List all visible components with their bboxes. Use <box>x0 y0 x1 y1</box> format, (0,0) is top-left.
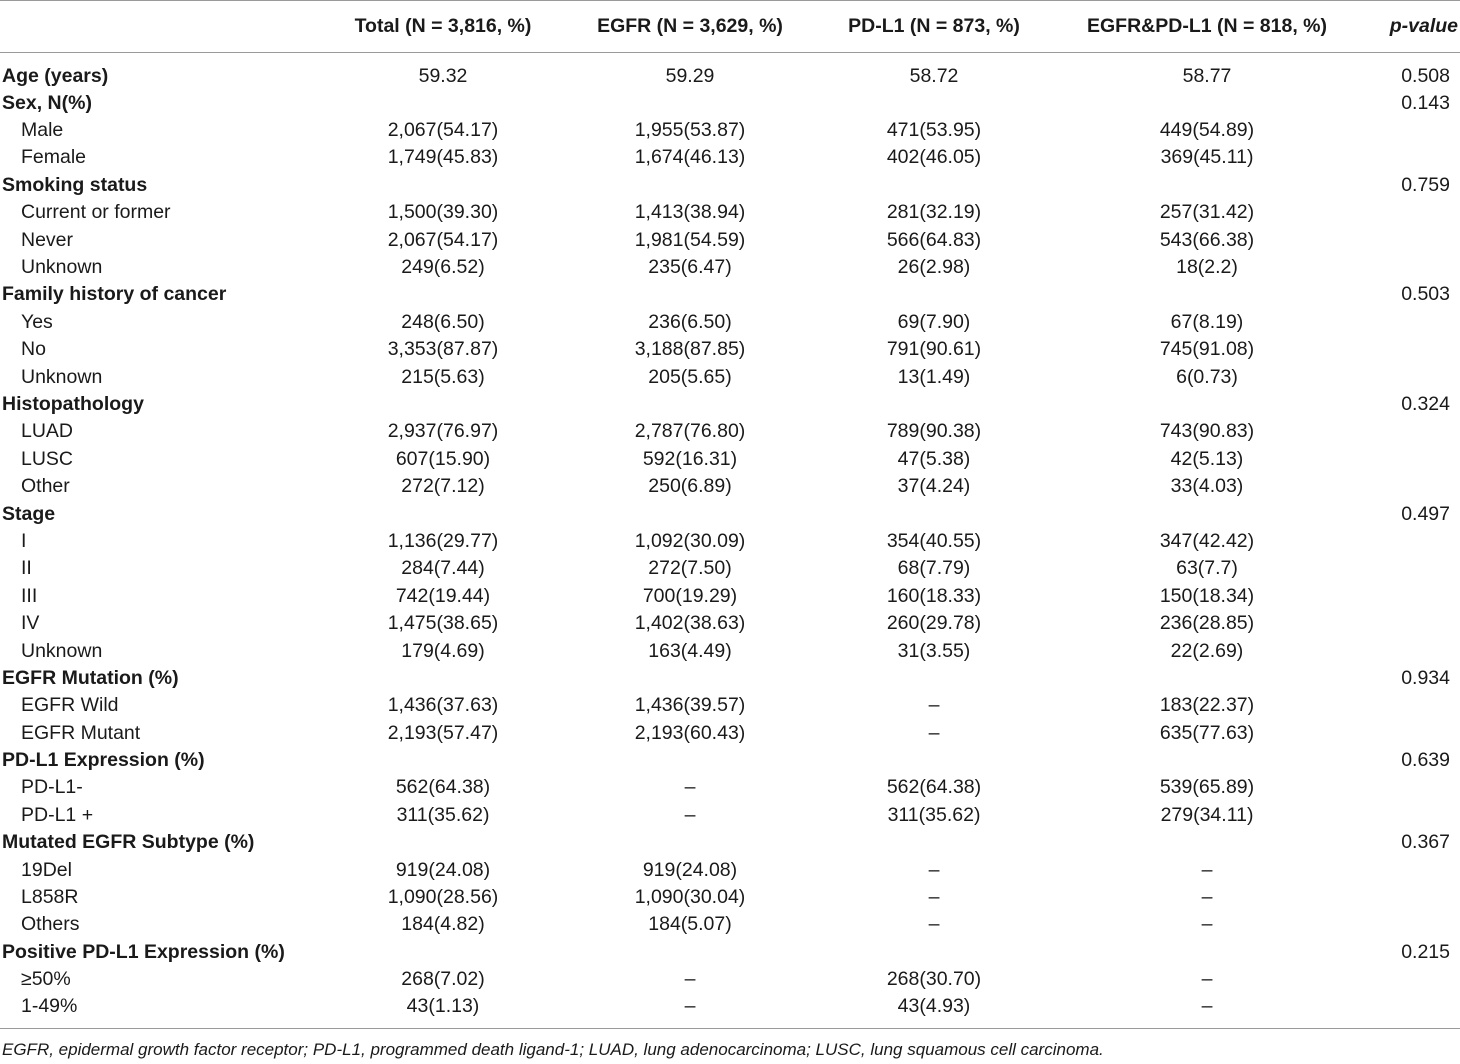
category-row <box>0 665 1460 692</box>
cell-pd-l1: – <box>928 886 940 909</box>
cell-egfr-pd-l1: – <box>1056 993 1358 1028</box>
cell-egfr: 1,674(46.13) <box>634 146 746 169</box>
cell-egfr <box>568 665 812 692</box>
cell-egfr: 1,955(53.87) <box>634 119 746 142</box>
cell-p-value: 0.934 <box>1401 666 1450 689</box>
cell-p-value: 0.503 <box>1401 283 1450 306</box>
cell-p-value <box>1358 884 1460 911</box>
cell-variable: Unknown <box>21 639 103 662</box>
cell-egfr <box>568 281 812 308</box>
cell-total <box>318 90 568 117</box>
category-row <box>0 391 1460 418</box>
cell-egfr: 3,188(87.85) <box>634 338 746 361</box>
cell-pd-l1 <box>812 500 1056 527</box>
cell-p-value: 0.508 <box>1401 64 1450 87</box>
cell-total <box>318 747 568 774</box>
category-row <box>0 829 1460 856</box>
cell-egfr: 250(6.89) <box>648 475 732 498</box>
cell-total: 2,193(57.47) <box>387 721 499 744</box>
cell-egfr-pd-l1: 236(28.85) <box>1159 612 1255 635</box>
cell-egfr-pd-l1: 33(4.03) <box>1170 475 1244 498</box>
cell-variable: Mutated EGFR Subtype (%) <box>2 831 255 854</box>
cell-egfr: 700(19.29) <box>642 584 738 607</box>
cell-egfr-pd-l1 <box>1056 90 1358 117</box>
table-row <box>0 692 1460 719</box>
cell-egfr: 1,092(30.09) <box>634 529 746 552</box>
cell-variable: Histopathology <box>2 392 144 415</box>
cell-variable: Current or former <box>21 201 171 224</box>
cell-variable: Unknown <box>21 365 103 388</box>
cell-p-value <box>1358 144 1460 171</box>
cell-egfr-pd-l1: 279(34.11) <box>1160 803 1254 826</box>
category-row <box>0 281 1460 308</box>
cell-egfr-pd-l1: 42(5.13) <box>1170 447 1244 470</box>
table-row <box>0 856 1460 883</box>
cell-p-value <box>1358 692 1460 719</box>
cell-egfr-pd-l1: 22(2.69) <box>1170 639 1244 662</box>
table-row <box>0 774 1460 801</box>
cell-variable: Yes <box>21 310 53 333</box>
cell-total: 1,749(45.83) <box>387 146 499 169</box>
cell-pd-l1 <box>812 829 1056 856</box>
cell-p-value <box>1358 254 1460 281</box>
cell-variable: II <box>21 557 32 580</box>
cell-total: 742(19.44) <box>395 584 491 607</box>
cell-egfr-pd-l1: 743(90.83) <box>1159 420 1255 443</box>
category-row <box>0 939 1460 966</box>
cell-p-value: 0.639 <box>1401 749 1450 772</box>
cell-variable: L858R <box>21 886 79 909</box>
cell-egfr: – <box>684 803 696 826</box>
cell-variable: I <box>21 529 27 552</box>
cell-egfr-pd-l1: – <box>1201 858 1213 881</box>
table-row <box>0 117 1460 144</box>
cell-total: 179(4.69) <box>401 639 485 662</box>
cell-egfr-pd-l1: 539(65.89) <box>1159 776 1255 799</box>
header-p-value <box>1358 1 1460 53</box>
cell-egfr-pd-l1: 150(18.34) <box>1159 584 1255 607</box>
cell-egfr <box>568 747 812 774</box>
cell-pd-l1: 402(46.05) <box>886 146 982 169</box>
cell-egfr: 59.29 <box>665 64 715 87</box>
table-footnote: EGFR, epidermal growth factor receptor; PD-L1, programmed death ligand-1; LUAD, lung adenocarcinoma; LUSC, lung squamous cell carcinoma. <box>2 1040 1104 1059</box>
cell-pd-l1: 281(32.19) <box>886 201 982 224</box>
cell-egfr: 1,413(38.94) <box>634 201 746 224</box>
cell-egfr-pd-l1 <box>1056 665 1358 692</box>
table-row <box>0 254 1460 281</box>
cell-total: 1,475(38.65) <box>387 612 499 635</box>
cell-total: 184(4.82) <box>401 913 485 936</box>
cell-egfr <box>568 500 812 527</box>
cell-p-value: 0.367 <box>1401 831 1450 854</box>
cell-egfr: 1,402(38.63) <box>634 612 746 635</box>
cell-egfr: 2,787(76.80) <box>634 420 746 443</box>
cell-pd-l1: 268(30.70) <box>886 968 982 991</box>
cell-pd-l1 <box>812 281 1056 308</box>
cell-p-value: 0.215 <box>1401 940 1450 963</box>
cell-egfr-pd-l1: 635(77.63) <box>1159 721 1255 744</box>
cell-egfr-pd-l1: 449(54.89) <box>1159 119 1255 142</box>
cell-total: 248(6.50) <box>401 310 485 333</box>
cell-pd-l1: 13(1.49) <box>897 365 971 388</box>
cell-total: 284(7.44) <box>401 557 485 580</box>
cell-pd-l1: 562(64.38) <box>886 776 982 799</box>
cell-total <box>318 391 568 418</box>
cell-pd-l1 <box>812 172 1056 199</box>
cell-variable: LUSC <box>21 447 74 470</box>
cell-total: 311(35.62) <box>396 803 490 826</box>
cell-egfr: 205(5.65) <box>648 365 732 388</box>
cell-variable: IV <box>21 612 40 635</box>
cell-variable: Stage <box>2 502 56 525</box>
cell-total: 919(24.08) <box>395 858 491 881</box>
header-row <box>0 1 1460 53</box>
cell-variable: Sex, N(%) <box>2 91 92 114</box>
cell-p-value: 0.324 <box>1401 392 1450 415</box>
table-row <box>0 802 1460 829</box>
cell-p-value <box>1358 774 1460 801</box>
cell-pd-l1 <box>812 747 1056 774</box>
cell-egfr: 2,193(60.43) <box>634 721 746 744</box>
cell-pd-l1: 37(4.24) <box>897 475 971 498</box>
cell-variable: Unknown <box>21 256 103 279</box>
cell-total: 249(6.52) <box>401 256 485 279</box>
cell-p-value <box>1358 911 1460 938</box>
cell-total: 272(7.12) <box>401 475 485 498</box>
cell-total: 2,937(76.97) <box>387 420 499 443</box>
table-row <box>0 226 1460 253</box>
cell-variable: 19Del <box>21 858 72 881</box>
table-row <box>0 911 1460 938</box>
cell-variable: Family history of cancer <box>2 283 227 306</box>
cell-p-value <box>1358 473 1460 500</box>
cell-egfr-pd-l1: 347(42.42) <box>1159 529 1255 552</box>
cell-egfr-pd-l1 <box>1056 500 1358 527</box>
header-variable <box>0 1 318 53</box>
cell-p-value <box>1358 966 1460 993</box>
cell-pd-l1: 43(4.93) <box>812 993 1056 1028</box>
cell-p-value <box>1358 993 1460 1028</box>
cell-total <box>318 172 568 199</box>
cell-egfr-pd-l1: – <box>1201 913 1213 936</box>
cell-egfr: 163(4.49) <box>648 639 732 662</box>
cell-pd-l1: 789(90.38) <box>886 420 982 443</box>
table-row <box>0 336 1460 363</box>
cell-egfr-pd-l1: 67(8.19) <box>1170 310 1244 333</box>
cell-total: 1,090(28.56) <box>387 886 499 909</box>
cell-p-value <box>1358 583 1460 610</box>
table-header <box>0 1 1460 53</box>
cell-variable: Positive PD-L1 Expression (%) <box>2 940 285 963</box>
cell-egfr: 592(16.31) <box>642 447 738 470</box>
cell-variable: PD-L1 + <box>21 803 94 826</box>
cell-total: 2,067(54.17) <box>387 119 499 142</box>
cell-p-value: 0.759 <box>1401 173 1450 196</box>
cell-egfr: 272(7.50) <box>648 557 732 580</box>
cell-variable: Age (years) <box>2 64 109 87</box>
table-row <box>0 528 1460 555</box>
header-pd-l1: PD-L1 (N = 873, %) <box>812 1 1056 53</box>
cell-egfr: 184(5.07) <box>648 913 732 936</box>
cell-p-value <box>1358 336 1460 363</box>
cell-egfr-pd-l1: 543(66.38) <box>1159 228 1255 251</box>
cell-total <box>318 829 568 856</box>
cell-egfr: – <box>568 993 812 1028</box>
table-row <box>0 637 1460 664</box>
table-body <box>0 53 1460 1029</box>
cell-total: 1,500(39.30) <box>387 201 499 224</box>
cell-egfr-pd-l1: 63(7.7) <box>1176 557 1238 580</box>
cell-variable: EGFR Mutation (%) <box>2 666 179 689</box>
category-row <box>0 747 1460 774</box>
cell-variable: Female <box>21 146 87 169</box>
table-row <box>0 473 1460 500</box>
table-row <box>0 446 1460 473</box>
cell-total: 562(64.38) <box>395 776 491 799</box>
cell-p-value <box>1358 117 1460 144</box>
cell-egfr-pd-l1: 745(91.08) <box>1159 338 1255 361</box>
cell-egfr-pd-l1: – <box>1201 886 1213 909</box>
table-row <box>0 719 1460 746</box>
cell-egfr-pd-l1: 369(45.11) <box>1160 146 1254 169</box>
table-row <box>0 144 1460 171</box>
cell-total: 59.32 <box>418 64 468 87</box>
cell-variable: Smoking status <box>2 173 148 196</box>
cell-total: 607(15.90) <box>395 447 491 470</box>
table-row <box>0 199 1460 226</box>
header-p-value-text: p-value <box>1389 15 1458 37</box>
cell-egfr-pd-l1 <box>1056 172 1358 199</box>
cell-pd-l1: 68(7.79) <box>897 557 971 580</box>
cell-variable: Never <box>21 228 74 251</box>
cell-egfr-pd-l1: 18(2.2) <box>1176 256 1238 279</box>
cell-p-value <box>1358 418 1460 445</box>
cell-egfr <box>568 90 812 117</box>
cell-pd-l1: 791(90.61) <box>886 338 982 361</box>
cell-egfr-pd-l1 <box>1056 747 1358 774</box>
table-row <box>0 583 1460 610</box>
cell-pd-l1 <box>812 939 1056 966</box>
cell-p-value <box>1358 226 1460 253</box>
cell-egfr: 236(6.50) <box>648 310 732 333</box>
cell-variable: Male <box>21 119 64 142</box>
cell-pd-l1 <box>812 391 1056 418</box>
cell-p-value <box>1358 802 1460 829</box>
cell-total: 268(7.02) <box>401 968 485 991</box>
cell-p-value <box>1358 555 1460 582</box>
cell-p-value <box>1358 610 1460 637</box>
cell-egfr <box>568 829 812 856</box>
cell-egfr: 1,436(39.57) <box>634 694 746 717</box>
cell-total <box>318 939 568 966</box>
cell-variable: No <box>21 338 46 361</box>
cell-total: 1,436(37.63) <box>387 694 499 717</box>
cell-variable: Other <box>21 475 70 498</box>
cell-pd-l1: – <box>928 721 940 744</box>
cell-pd-l1: 471(53.95) <box>886 119 982 142</box>
cell-egfr <box>568 172 812 199</box>
table-row <box>0 993 1460 1028</box>
cell-total: 43(1.13) <box>318 993 568 1028</box>
table-row <box>0 610 1460 637</box>
cell-pd-l1: – <box>928 913 940 936</box>
cell-egfr-pd-l1 <box>1056 939 1358 966</box>
cell-variable: PD-L1- <box>21 776 83 799</box>
cell-pd-l1: 354(40.55) <box>886 529 982 552</box>
cell-egfr: 919(24.08) <box>642 858 738 881</box>
cell-total: 1,136(29.77) <box>387 529 499 552</box>
cell-total: 2,067(54.17) <box>387 228 499 251</box>
cell-egfr: 235(6.47) <box>648 256 732 279</box>
cell-p-value <box>1358 528 1460 555</box>
table-row <box>0 884 1460 911</box>
cell-egfr-pd-l1: 183(22.37) <box>1159 694 1255 717</box>
header-egfr-pd-l1: EGFR&PD-L1 (N = 818, %) <box>1056 1 1358 53</box>
cell-pd-l1: 160(18.33) <box>886 584 982 607</box>
cell-pd-l1: 58.72 <box>909 64 959 87</box>
category-row <box>0 500 1460 527</box>
header-egfr: EGFR (N = 3,629, %) <box>568 1 812 53</box>
cell-egfr <box>568 939 812 966</box>
table-row <box>0 966 1460 993</box>
cell-variable: Others <box>21 913 80 936</box>
header-total: Total (N = 3,816, %) <box>318 1 568 53</box>
table-row <box>0 309 1460 336</box>
cell-p-value: 0.497 <box>1401 502 1450 525</box>
cell-pd-l1: 311(35.62) <box>887 803 981 826</box>
cell-pd-l1: 69(7.90) <box>897 310 971 333</box>
cell-egfr-pd-l1 <box>1056 391 1358 418</box>
cell-egfr: – <box>684 968 696 991</box>
table-row <box>0 418 1460 445</box>
cell-pd-l1: 260(29.78) <box>886 612 982 635</box>
table-row <box>0 363 1460 390</box>
cell-p-value <box>1358 637 1460 664</box>
cell-variable: EGFR Wild <box>21 694 119 717</box>
cell-total: 215(5.63) <box>401 365 485 388</box>
cell-egfr: – <box>684 776 696 799</box>
cell-p-value: 0.143 <box>1401 91 1450 114</box>
category-row <box>0 172 1460 199</box>
cell-variable: EGFR Mutant <box>21 721 141 744</box>
cell-egfr-pd-l1 <box>1056 281 1358 308</box>
cell-egfr-pd-l1 <box>1056 829 1358 856</box>
category-row <box>0 53 1460 90</box>
cell-pd-l1: 31(3.55) <box>897 639 971 662</box>
cell-p-value <box>1358 199 1460 226</box>
cell-egfr-pd-l1: 58.77 <box>1182 64 1232 87</box>
cell-variable: III <box>21 584 38 607</box>
cell-variable: ≥50% <box>21 968 71 991</box>
cell-pd-l1: 26(2.98) <box>897 256 971 279</box>
cell-p-value <box>1358 856 1460 883</box>
cell-variable: LUAD <box>21 420 74 443</box>
cell-total: 3,353(87.87) <box>387 338 499 361</box>
cell-pd-l1: 47(5.38) <box>897 447 971 470</box>
cell-egfr-pd-l1: – <box>1201 968 1213 991</box>
cell-pd-l1: – <box>928 694 940 717</box>
cell-total <box>318 665 568 692</box>
cell-egfr <box>568 391 812 418</box>
cell-pd-l1 <box>812 665 1056 692</box>
cell-p-value <box>1358 363 1460 390</box>
cell-variable: PD-L1 Expression (%) <box>2 749 205 772</box>
cell-pd-l1 <box>812 90 1056 117</box>
cell-variable: 1-49% <box>0 993 318 1028</box>
cell-pd-l1: 566(64.83) <box>886 228 982 251</box>
table-row <box>0 555 1460 582</box>
cell-total <box>318 500 568 527</box>
cell-total <box>318 281 568 308</box>
cell-pd-l1: – <box>928 858 940 881</box>
cell-egfr: 1,981(54.59) <box>634 228 746 251</box>
category-row <box>0 90 1460 117</box>
cell-p-value <box>1358 446 1460 473</box>
cell-egfr: 1,090(30.04) <box>634 886 746 909</box>
cell-egfr-pd-l1: 6(0.73) <box>1176 365 1238 388</box>
cell-p-value <box>1358 719 1460 746</box>
cell-egfr-pd-l1: 257(31.42) <box>1159 201 1255 224</box>
cell-p-value <box>1358 309 1460 336</box>
